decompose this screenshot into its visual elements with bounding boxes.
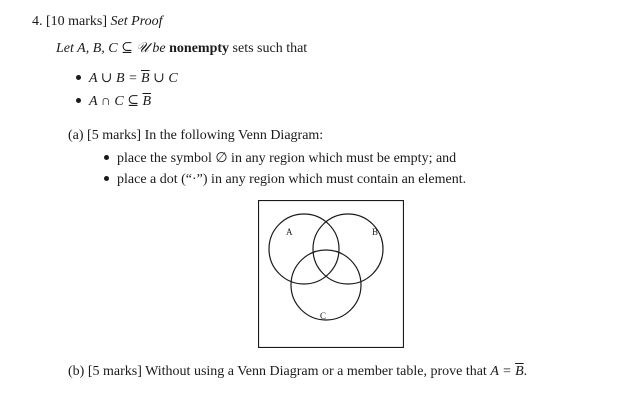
part-a-text: In the following Venn Diagram: (144, 128, 324, 143)
bullet-dot (104, 155, 109, 160)
part-a-marks: [5 marks] (87, 128, 142, 143)
part-a-label: (a) (68, 128, 84, 143)
bullet-dot (104, 176, 109, 181)
condition-item (76, 70, 178, 87)
part-a-bullet-text: place a dot (“·”) in any region which must contain an element. (117, 172, 467, 187)
part-b-eq-complement: $\overline{B}$ (515, 364, 524, 379)
part-a-heading (68, 128, 323, 144)
part-b-eq-end: . (523, 364, 528, 379)
part-a-bullet (104, 150, 456, 167)
part-b-marks: [5 marks] (87, 364, 142, 379)
part-b-eq-lhs: A = (490, 364, 516, 379)
question-intro (56, 40, 307, 57)
venn-circle-c[interactable] (291, 250, 361, 320)
question-number: 4. (32, 14, 43, 29)
part-b-label: (b) (68, 364, 85, 379)
part-b-text: Without using a Venn Diagram or a member table, prove that (145, 364, 491, 379)
intro-bold: nonempty (169, 41, 230, 56)
intro-suffix: sets such that (229, 41, 308, 56)
part-a-bullet (104, 172, 466, 188)
question-marks: [10 marks] (46, 14, 108, 29)
condition-lhs: A ∪ B = (89, 71, 142, 86)
condition-rhs: ∪ C (149, 71, 178, 86)
bullet-dot (76, 98, 81, 103)
venn-diagram (258, 200, 404, 348)
part-b (68, 364, 527, 380)
part-a-bullet-text: place the symbol ∅ in any region which must be empty; and (117, 151, 457, 166)
condition-item (76, 93, 151, 110)
venn-circle-a[interactable] (269, 214, 339, 284)
venn-label-a: A (286, 227, 293, 237)
bullet-dot (76, 75, 81, 80)
venn-label-b: B (372, 227, 379, 237)
condition-complement: $\overline{B}$ (142, 94, 152, 109)
condition-lhs: A ∩ C ⊆ (89, 94, 143, 109)
question-header (32, 14, 163, 30)
condition-complement: $\overline{B}$ (141, 71, 150, 86)
venn-label-c: C (320, 311, 327, 321)
question-title: Set Proof (110, 14, 163, 29)
intro-prefix: Let A, B, C ⊆ 𝒰 be (56, 41, 170, 56)
venn-circle-b[interactable] (313, 214, 383, 284)
